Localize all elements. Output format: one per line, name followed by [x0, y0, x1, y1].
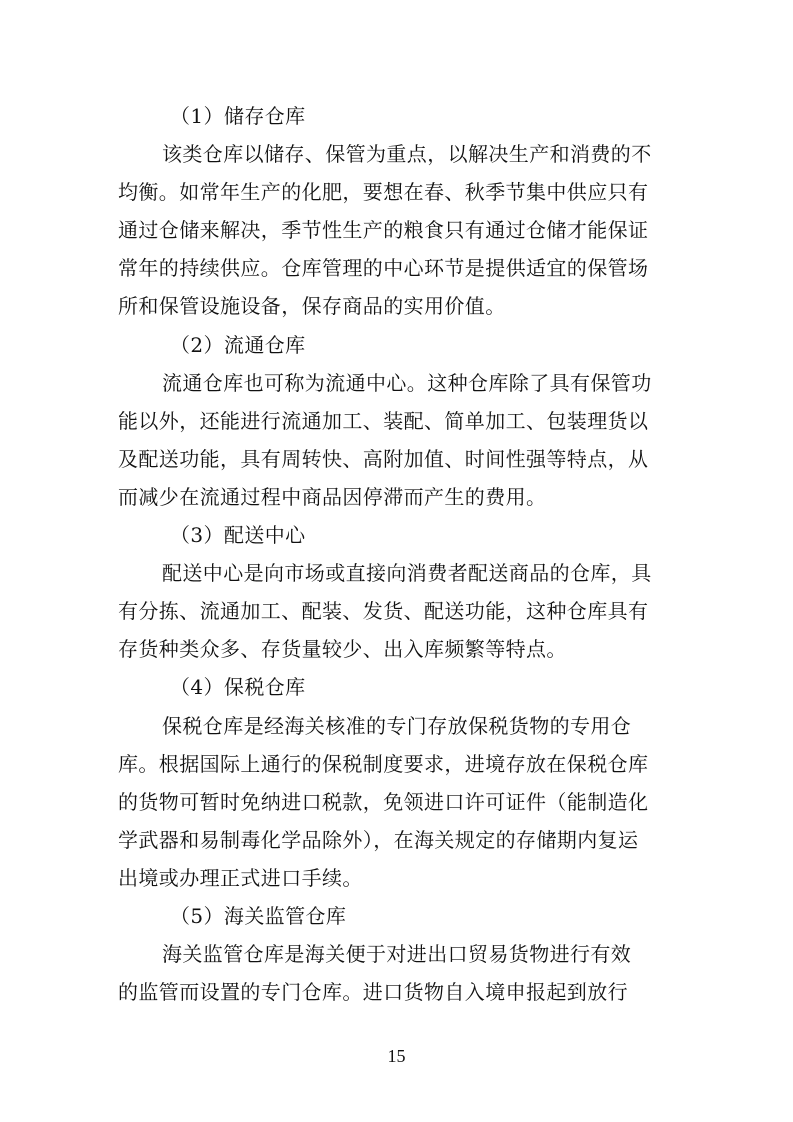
paragraph-line: 出境或办理正式进口手续。: [118, 865, 363, 890]
section-customs-supervised-warehouse: [118, 897, 678, 1011]
paragraph-line: 海关监管仓库是海关便于对进出口贸易货物进行有效: [162, 942, 632, 967]
paragraph-line: 配送中心是向市场或直接向消费者配送商品的仓库，具: [162, 561, 652, 586]
paragraph-line: 库。根据国际上通行的保税制度要求，进境存放在保税仓库: [118, 751, 649, 776]
paragraph-line: 常年的持续供应。仓库管理的中心环节是提供适宜的保管场: [118, 256, 649, 281]
section-heading: （2）流通仓库: [170, 332, 306, 357]
section-heading: （4）保税仓库: [170, 675, 306, 700]
section-distribution-center: [118, 516, 678, 668]
paragraph-line: 通过仓储来解决，季节性生产的粮食只有通过仓储才能保证: [118, 218, 649, 243]
section-circulation-warehouse: [118, 326, 678, 516]
paragraph-line: 的监管而设置的专门仓库。进口货物自入境申报起到放行: [118, 980, 628, 1005]
paragraph-line: 而减少在流通过程中商品因停滞而产生的费用。: [118, 484, 547, 509]
document-body: [118, 97, 678, 1011]
paragraph-line: 保税仓库是经海关核准的专门存放保税货物的专用仓: [162, 713, 632, 738]
paragraph-line: 所和保管设施设备，保存商品的实用价值。: [118, 294, 506, 319]
paragraph-line: 的货物可暂时免纳进口税款，免领进口许可证件（能制造化: [118, 789, 649, 814]
section-bonded-warehouse: [118, 668, 678, 897]
paragraph-line: 学武器和易制毒化学品除外），在海关规定的存储期内复运: [118, 827, 639, 852]
paragraph-line: 均衡。如常年生产的化肥，要想在春、秋季节集中供应只有: [118, 180, 649, 205]
page-number: 15: [387, 1046, 406, 1066]
paragraph-line: 有分拣、流通加工、配装、发货、配送功能，这种仓库具有: [118, 599, 649, 624]
section-heading: （3）配送中心: [170, 523, 306, 548]
section-heading: （5）海关监管仓库: [170, 903, 347, 928]
paragraph-line: 能以外，还能进行流通加工、装配、简单加工、包装理货以: [118, 408, 649, 433]
paragraph-line: 存货种类众多、存货量较少、出入库频繁等特点。: [118, 637, 567, 662]
section-heading: （1）储存仓库: [170, 104, 306, 128]
section-storage-warehouse: [118, 97, 678, 326]
paragraph-line: 流通仓库也可称为流通中心。这种仓库除了具有保管功: [162, 370, 652, 395]
paragraph-line: 该类仓库以储存、保管为重点，以解决生产和消费的不: [162, 142, 652, 167]
paragraph-line: 及配送功能，具有周转快、高附加值、时间性强等特点，从: [118, 446, 649, 471]
